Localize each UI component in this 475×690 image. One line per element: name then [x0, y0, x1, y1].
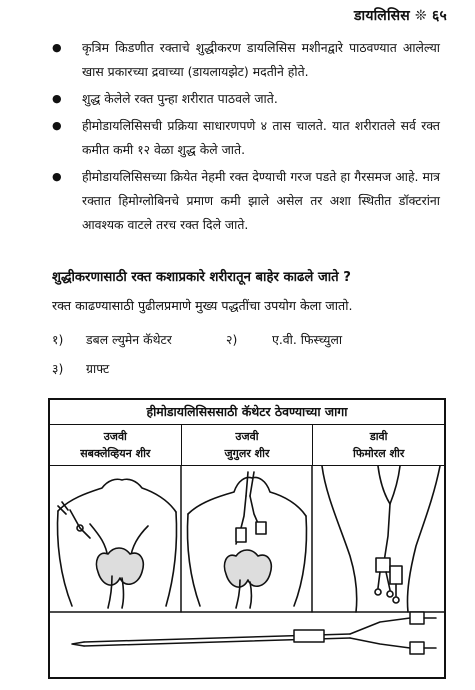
- bullet-item: ● हीमोडायलिसिसची प्रक्रिया साधारणपणे ४ तास चालते. यात शरीरातले सर्व रक्त कमीत कमी १२ वेळा शुद्ध केले जाते.: [52, 114, 440, 162]
- column-subclavian: [50, 425, 181, 465]
- column-side-label: उजवी: [235, 430, 259, 443]
- bullet-list: [52, 36, 440, 240]
- catheter-sites-figure: [48, 398, 446, 679]
- section-heading: शुद्धीकरणासाठी रक्त कशाप्रकारे शरीरातून बाहेर काढले जाते ?: [52, 270, 351, 285]
- column-site-label: सबक्लेव्हियन शीर: [80, 447, 151, 460]
- option-label: डबल ल्युमेन कॅथेटर: [86, 332, 172, 347]
- femoral-leg-drawing: [322, 466, 440, 612]
- column-jugular: [181, 425, 313, 465]
- running-header: डायलिसिस ❊ ६५: [354, 8, 447, 24]
- option-number: २): [226, 332, 238, 347]
- option-number: ३): [52, 361, 64, 376]
- column-femoral: [312, 425, 444, 465]
- figure-column-headers: [50, 425, 444, 466]
- figure-title: हीमोडायलिसिससाठी कॅथेटर ठेवण्याच्या जागा: [50, 400, 444, 425]
- section-intro: रक्त काढण्यासाठी पुढीलप्रमाणे मुख्य पद्धतींचा उपयोग केला जातो.: [52, 298, 353, 313]
- jugular-torso-drawing: [188, 472, 307, 608]
- column-side-label: उजवी: [103, 430, 127, 443]
- option-label: ए.वी. फिस्च्युला: [272, 332, 343, 347]
- option-label: ग्राफ्ट: [86, 361, 110, 376]
- subclavian-torso-drawing: [58, 479, 177, 608]
- bullet-item: ● हीमोडायलिसिसच्या क्रियेत नेहमी रक्त देण्याची गरज पडते हा गैरसमज आहे. मात्र रक्तात हिमोग्लोबिनचे प्रमाण कमी झाले असेल तर अशा स्थितीत डॉक्टरांना आवश्यक वाटले तरच रक्त दिले जाते.: [52, 165, 440, 237]
- bullet-item: ● कृत्रिम किडणीत रक्ताचे शुद्धीकरण डायलिसिस मशीनद्वारे पाठवण्यात आलेल्या खास प्रकारच्या द्रवाच्या (डायलायझेट) मदतीने होते.: [52, 36, 440, 84]
- column-side-label: डावी: [369, 430, 388, 443]
- catheter-illustration: [50, 466, 444, 677]
- column-site-label: फिमोरल शीर: [352, 447, 405, 460]
- column-site-label: जुगुलर शीर: [224, 447, 270, 460]
- double-lumen-catheter-drawing: [72, 612, 436, 654]
- bullet-item: ● शुद्ध केलेले रक्त पुन्हा शरीरात पाठवले जाते.: [52, 87, 440, 111]
- option-number: १): [52, 332, 64, 347]
